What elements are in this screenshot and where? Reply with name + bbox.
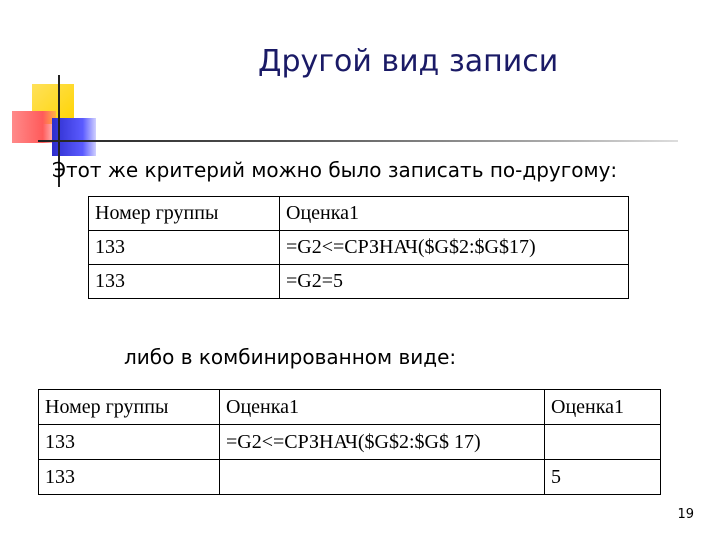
table-header-row (39, 390, 661, 425)
table-row (89, 265, 629, 299)
table-cell: 5 (545, 460, 661, 495)
header-cell: Номер группы (89, 197, 280, 231)
table-row (39, 425, 661, 460)
table-cell: =G2<=СРЗНАЧ($G$2:$G$17) (280, 231, 629, 265)
header-cell: Оценка1 (220, 390, 545, 425)
logo-red-square (12, 111, 56, 143)
table-cell: =G2<=СРЗНАЧ($G$2:$G$ 17) (220, 425, 545, 460)
title-underline (38, 140, 678, 142)
table-cell: 133 (89, 265, 280, 299)
slide-title: Другой вид записи (258, 44, 559, 79)
criteria-table-separate (88, 196, 629, 299)
header-cell: Оценка1 (280, 197, 629, 231)
intro-text: Этот же критерий можно было записать по-другому: (52, 158, 618, 182)
table-cell: =G2=5 (280, 265, 629, 299)
table-row (39, 460, 661, 495)
table-header-row (89, 197, 629, 231)
table-row (89, 231, 629, 265)
header-cell: Номер группы (39, 390, 220, 425)
table-cell (545, 425, 661, 460)
table-cell (220, 460, 545, 495)
criteria-table-combined (38, 389, 661, 495)
table-cell: 133 (39, 460, 220, 495)
table-cell: 133 (39, 425, 220, 460)
page-number: 19 (677, 507, 694, 522)
header-cell: Оценка1 (545, 390, 661, 425)
combined-intro-text: либо в комбинированном виде: (124, 345, 457, 369)
table-cell: 133 (89, 231, 280, 265)
